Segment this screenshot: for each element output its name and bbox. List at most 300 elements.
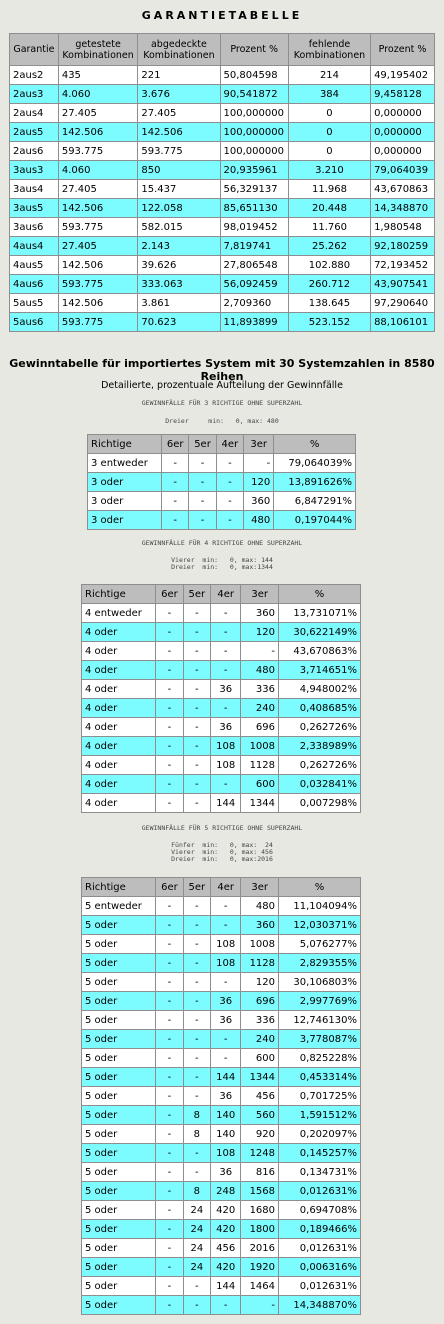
gewinn-cell: - <box>183 897 210 916</box>
gewinn-cell: 5 oder <box>82 1277 156 1296</box>
gewinn-cell: 5 oder <box>82 1144 156 1163</box>
gewinn-header-cell: % <box>279 878 361 897</box>
gewinn-cell: 43,670863% <box>279 642 361 661</box>
gewinn-header-cell: 5er <box>189 435 216 454</box>
garantie-header-cell: fehlende Kombinationen <box>288 34 370 66</box>
garantie-cell: 4aus4 <box>10 237 59 256</box>
gewinn-cell: 360 <box>244 492 274 511</box>
garantie-header-cell: abgedeckte Kombinationen <box>138 34 220 66</box>
garantie-row <box>10 256 435 275</box>
garantie-cell: 43,907541 <box>371 275 435 294</box>
gewinn-row <box>82 1125 361 1144</box>
gewinn-cell: - <box>156 1144 183 1163</box>
gewinn-cell: - <box>161 473 188 492</box>
gewinn-cell: 2,338989% <box>279 737 361 756</box>
garantie-cell: 98,019452 <box>220 218 288 237</box>
garantie-row <box>10 142 435 161</box>
gewinn-cell: 144 <box>211 794 241 813</box>
gewinn-cell: 36 <box>211 680 241 699</box>
gewinn-cell: 5 oder <box>82 1239 156 1258</box>
garantie-cell: 3.210 <box>288 161 370 180</box>
gewinn-cell: - <box>156 1258 183 1277</box>
garantie-cell: 850 <box>138 161 220 180</box>
gewinn-cell: - <box>156 756 183 775</box>
gewinn-cell: 5 oder <box>82 1068 156 1087</box>
gewinn-cell: - <box>183 916 210 935</box>
gewinn-cell: - <box>211 699 241 718</box>
gewinn-cell: 108 <box>211 935 241 954</box>
gewinn-cell: 248 <box>211 1182 241 1201</box>
gewinn-cell: 6,847291% <box>274 492 356 511</box>
garantie-cell: 138.645 <box>288 294 370 313</box>
gewinn-cell: 0,012631% <box>279 1239 361 1258</box>
gewinn-cell: 420 <box>211 1201 241 1220</box>
gewinn-cell: - <box>156 642 183 661</box>
garantie-cell: 593.775 <box>58 313 138 332</box>
gewinn-cell: 5 oder <box>82 916 156 935</box>
gewinn-row <box>82 737 361 756</box>
gewinn-cell: 0,262726% <box>279 756 361 775</box>
garantie-cell: 88,106101 <box>371 313 435 332</box>
garantie-table <box>9 33 435 332</box>
gewinn-title: Gewinntabelle für importiertes System mit 30 Systemzahlen in 8580 Reihen <box>9 357 435 383</box>
gewinn-header-cell: Richtige <box>82 878 156 897</box>
gewinn-cell: - <box>183 737 210 756</box>
gewinn-cell: 1800 <box>241 1220 279 1239</box>
gewinn-cell: 0,701725% <box>279 1087 361 1106</box>
gewinn-cell: 1248 <box>241 1144 279 1163</box>
garantie-cell: 142.506 <box>138 123 220 142</box>
gewinn-row <box>82 1144 361 1163</box>
gewinn-cell: 420 <box>211 1220 241 1239</box>
garantie-cell: 56,329137 <box>220 180 288 199</box>
garantie-row <box>10 180 435 199</box>
gewinn-cell: 36 <box>211 1087 241 1106</box>
garantie-cell: 0,000000 <box>371 104 435 123</box>
gewinn-row <box>82 1296 361 1315</box>
gewinn-cell: - <box>211 1030 241 1049</box>
gewinn-row <box>82 1201 361 1220</box>
garantie-cell: 20,935961 <box>220 161 288 180</box>
gewinn-cell: - <box>211 623 241 642</box>
garantie-row <box>10 218 435 237</box>
gewinn-cell: 4 oder <box>82 661 156 680</box>
gewinn-cell: 0,825228% <box>279 1049 361 1068</box>
gewinn-row <box>82 954 361 973</box>
gewinn-cell: 24 <box>183 1201 210 1220</box>
gewinn-cell: 12,030371% <box>279 916 361 935</box>
gewinn-cell: 5 oder <box>82 1182 156 1201</box>
gewinn-cell: 30,622149% <box>279 623 361 642</box>
gewinn-row <box>82 1220 361 1239</box>
gewinn-cell: - <box>183 1277 210 1296</box>
gewinn-cell: 108 <box>211 737 241 756</box>
gewinn-cell: - <box>216 511 243 530</box>
gewinn-row <box>82 718 361 737</box>
garantie-cell: 142.506 <box>58 294 138 313</box>
garantie-cell: 593.775 <box>58 218 138 237</box>
gewinn-cell: 4 oder <box>82 775 156 794</box>
gewinn-cell: - <box>156 699 183 718</box>
gewinn-cell: 696 <box>241 992 279 1011</box>
garantie-cell: 11,893899 <box>220 313 288 332</box>
gewinn-cell: 140 <box>211 1125 241 1144</box>
section-heading: GEWINNFÄLLE FÜR 4 RICHTIGE OHNE SUPERZAHL <box>141 539 303 547</box>
garantie-row <box>10 104 435 123</box>
garantie-row <box>10 161 435 180</box>
gewinn-cell: 5 oder <box>82 1220 156 1239</box>
gewinn-cell: 5 oder <box>82 1125 156 1144</box>
gewinn-cell: - <box>156 794 183 813</box>
garantie-row <box>10 66 435 85</box>
gewinn-cell: 360 <box>241 916 279 935</box>
gewinn-cell: - <box>183 1163 210 1182</box>
gewinn-cell: - <box>241 1296 279 1315</box>
gewinn-cell: - <box>244 454 274 473</box>
gewinn-cell: 2,997769% <box>279 992 361 1011</box>
gewinn-row <box>82 1049 361 1068</box>
gewinn-cell: 144 <box>211 1277 241 1296</box>
gewinn-cell: 4 oder <box>82 642 156 661</box>
gewinn-header-cell: % <box>274 435 356 454</box>
gewinn-cell: 8 <box>183 1182 210 1201</box>
gewinn-cell: - <box>183 954 210 973</box>
minmax-line: Fünfer min: 0, max: 24 <box>171 841 273 849</box>
gewinn-cell: - <box>156 661 183 680</box>
gewinn-cell: 14,348870% <box>279 1296 361 1315</box>
garantie-cell: 2.143 <box>138 237 220 256</box>
garantie-cell: 15.437 <box>138 180 220 199</box>
gewinn-cell: 360 <box>241 604 279 623</box>
gewinn-cell: 108 <box>211 756 241 775</box>
gewinn-cell: 336 <box>241 680 279 699</box>
gewinn-cell: 600 <box>241 775 279 794</box>
gewinn-cell: 4 oder <box>82 623 156 642</box>
gewinn-cell: 11,104094% <box>279 897 361 916</box>
gewinn-cell: 456 <box>241 1087 279 1106</box>
gewinn-cell: 696 <box>241 718 279 737</box>
gewinn-cell: 0,007298% <box>279 794 361 813</box>
minmax-line: Dreier min: 0, max:2016 <box>171 855 273 863</box>
gewinn-cell: - <box>211 1049 241 1068</box>
gewinn-row <box>82 623 361 642</box>
gewinn-cell: - <box>183 1030 210 1049</box>
garantie-cell: 2aus4 <box>10 104 59 123</box>
gewinn-header-cell: 3er <box>241 585 279 604</box>
gewinn-cell: 4 oder <box>82 699 156 718</box>
garantie-cell: 11.968 <box>288 180 370 199</box>
garantie-cell: 142.506 <box>58 123 138 142</box>
gewinn-cell: 480 <box>241 897 279 916</box>
gewinn-cell: - <box>156 992 183 1011</box>
gewinn-row <box>82 1106 361 1125</box>
garantie-cell: 20.448 <box>288 199 370 218</box>
gewinn-cell: 0,006316% <box>279 1258 361 1277</box>
gewinn-cell: - <box>211 916 241 935</box>
garantie-cell: 0 <box>288 142 370 161</box>
garantie-cell: 260.712 <box>288 275 370 294</box>
gewinn-cell: 2,829355% <box>279 954 361 973</box>
garantie-cell: 43,670863 <box>371 180 435 199</box>
gewinn-row <box>82 661 361 680</box>
gewinn-cell: 3,714651% <box>279 661 361 680</box>
gewinn-cell: 144 <box>211 1068 241 1087</box>
minmax-line: Vierer min: 0, max: 456 <box>171 848 273 856</box>
gewinn-cell: 3,778087% <box>279 1030 361 1049</box>
gewinn-table-5 <box>81 877 361 1315</box>
gewinn-cell: 36 <box>211 1011 241 1030</box>
gewinn-cell: - <box>183 661 210 680</box>
gewinn-cell: - <box>156 935 183 954</box>
gewinn-row <box>82 642 361 661</box>
gewinn-cell: 2016 <box>241 1239 279 1258</box>
gewinn-cell: 3 oder <box>88 511 162 530</box>
gewinn-cell: - <box>183 604 210 623</box>
gewinn-cell: 24 <box>183 1258 210 1277</box>
gewinn-cell: 24 <box>183 1220 210 1239</box>
gewinn-cell: 5 oder <box>82 1049 156 1068</box>
gewinn-cell: 5 oder <box>82 992 156 1011</box>
gewinn-cell: 0,408685% <box>279 699 361 718</box>
page-title: GARANTIETABELLE <box>141 9 303 22</box>
gewinn-cell: - <box>216 492 243 511</box>
garantie-cell: 593.775 <box>58 275 138 294</box>
garantie-header-row <box>10 34 435 66</box>
gewinn-cell: 5 oder <box>82 1030 156 1049</box>
garantie-cell: 4aus6 <box>10 275 59 294</box>
garantie-row <box>10 237 435 256</box>
gewinn-cell: - <box>183 794 210 813</box>
garantie-cell: 102.880 <box>288 256 370 275</box>
section-heading: GEWINNFÄLLE FÜR 5 RICHTIGE OHNE SUPERZAHL <box>141 824 303 832</box>
gewinn-table-3 <box>87 434 356 530</box>
garantie-header-cell: Garantie <box>10 34 59 66</box>
garantie-cell: 85,651130 <box>220 199 288 218</box>
gewinn-row <box>82 935 361 954</box>
gewinn-cell: - <box>216 454 243 473</box>
garantie-cell: 27.405 <box>58 104 138 123</box>
gewinn-cell: 0,032841% <box>279 775 361 794</box>
gewinn-cell: 1128 <box>241 954 279 973</box>
gewinn-cell: 0,189466% <box>279 1220 361 1239</box>
garantie-cell: 2aus2 <box>10 66 59 85</box>
gewinn-row <box>82 1011 361 1030</box>
gewinn-row <box>82 1182 361 1201</box>
gewinn-cell: - <box>211 775 241 794</box>
gewinn-cell: - <box>156 1296 183 1315</box>
gewinn-row <box>82 897 361 916</box>
gewinn-cell: 0,197044% <box>274 511 356 530</box>
gewinn-cell: 3 oder <box>88 492 162 511</box>
gewinn-cell: 120 <box>241 973 279 992</box>
gewinn-cell: 3 oder <box>88 473 162 492</box>
gewinn-cell: - <box>156 737 183 756</box>
gewinn-cell: 0,012631% <box>279 1182 361 1201</box>
garantie-cell: 593.775 <box>138 142 220 161</box>
gewinn-cell: - <box>189 454 216 473</box>
gewinn-cell: 4 oder <box>82 794 156 813</box>
gewinn-row <box>82 992 361 1011</box>
garantie-cell: 142.506 <box>58 256 138 275</box>
gewinn-header-cell: 6er <box>156 585 183 604</box>
minmax-line: Dreier min: 0, max:1344 <box>171 563 273 571</box>
gewinn-cell: - <box>183 935 210 954</box>
gewinn-row <box>88 511 356 530</box>
gewinn-cell: 5 oder <box>82 1163 156 1182</box>
garantie-cell: 214 <box>288 66 370 85</box>
garantie-cell: 72,193452 <box>371 256 435 275</box>
gewinn-cell: 5 oder <box>82 1011 156 1030</box>
gewinn-row <box>88 473 356 492</box>
garantie-cell: 0 <box>288 123 370 142</box>
gewinn-cell: 1008 <box>241 935 279 954</box>
gewinn-cell: 240 <box>241 699 279 718</box>
gewinn-cell: 0,453314% <box>279 1068 361 1087</box>
garantie-cell: 2aus5 <box>10 123 59 142</box>
gewinn-row <box>82 680 361 699</box>
garantie-cell: 27.405 <box>58 237 138 256</box>
garantie-cell: 56,092459 <box>220 275 288 294</box>
gewinn-cell: - <box>156 1068 183 1087</box>
garantie-cell: 49,195402 <box>371 66 435 85</box>
garantie-cell: 97,290640 <box>371 294 435 313</box>
section-heading: GEWINNFÄLLE FÜR 3 RICHTIGE OHNE SUPERZAHL <box>141 399 303 407</box>
garantie-cell: 142.506 <box>58 199 138 218</box>
garantie-cell: 7,819741 <box>220 237 288 256</box>
gewinn-cell: - <box>183 1087 210 1106</box>
gewinn-cell: 120 <box>241 623 279 642</box>
gewinn-cell: - <box>156 1049 183 1068</box>
gewinn-cell: 240 <box>241 1030 279 1049</box>
garantie-row <box>10 85 435 104</box>
garantie-cell: 9,458128 <box>371 85 435 104</box>
gewinn-row <box>88 454 356 473</box>
gewinn-cell: 30,106803% <box>279 973 361 992</box>
gewinn-cell: 5 oder <box>82 1106 156 1125</box>
gewinn-cell: - <box>183 1068 210 1087</box>
gewinn-cell: 4 oder <box>82 680 156 699</box>
garantie-cell: 100,000000 <box>220 123 288 142</box>
gewinn-cell: 5 oder <box>82 1296 156 1315</box>
garantie-cell: 0,000000 <box>371 123 435 142</box>
gewinn-cell: - <box>156 604 183 623</box>
gewinn-cell: - <box>216 473 243 492</box>
gewinn-cell: - <box>183 992 210 1011</box>
gewinn-cell: 420 <box>211 1258 241 1277</box>
gewinn-row <box>82 1277 361 1296</box>
gewinn-cell: - <box>183 1011 210 1030</box>
garantie-cell: 3aus4 <box>10 180 59 199</box>
garantie-row <box>10 123 435 142</box>
garantie-cell: 0 <box>288 104 370 123</box>
gewinn-cell: 1344 <box>241 794 279 813</box>
gewinn-cell: - <box>183 1296 210 1315</box>
gewinn-row <box>82 1030 361 1049</box>
gewinn-cell: - <box>241 642 279 661</box>
gewinn-header-cell: Richtige <box>82 585 156 604</box>
gewinn-row <box>82 916 361 935</box>
gewinn-cell: - <box>156 1220 183 1239</box>
gewinn-header-cell: 4er <box>211 878 241 897</box>
gewinn-header-cell: 6er <box>156 878 183 897</box>
gewinn-cell: 8 <box>183 1125 210 1144</box>
gewinn-cell: - <box>156 623 183 642</box>
gewinn-header-cell: 5er <box>183 878 210 897</box>
garantie-cell: 3aus5 <box>10 199 59 218</box>
gewinn-cell: 920 <box>241 1125 279 1144</box>
gewinn-cell: 79,064039% <box>274 454 356 473</box>
gewinn-cell: 108 <box>211 1144 241 1163</box>
gewinn-cell: - <box>183 680 210 699</box>
garantie-header-cell: Prozent % <box>220 34 288 66</box>
gewinn-cell: - <box>183 973 210 992</box>
gewinn-subtitle: Detailierte, prozentuale Aufteilung der Gewinnfälle <box>101 380 343 391</box>
gewinn-header-row <box>82 585 361 604</box>
garantie-cell: 4.060 <box>58 161 138 180</box>
garantie-cell: 92,180259 <box>371 237 435 256</box>
garantie-cell: 0,000000 <box>371 142 435 161</box>
gewinn-cell: - <box>183 642 210 661</box>
gewinn-header-cell: 3er <box>244 435 274 454</box>
garantie-cell: 523.152 <box>288 313 370 332</box>
gewinn-cell: 4 oder <box>82 756 156 775</box>
gewinn-row <box>82 1163 361 1182</box>
gewinn-cell: - <box>156 897 183 916</box>
gewinn-row <box>88 492 356 511</box>
gewinn-cell: - <box>189 511 216 530</box>
garantie-header-cell: Prozent % <box>371 34 435 66</box>
gewinn-cell: 5 oder <box>82 1087 156 1106</box>
garantie-cell: 2,709360 <box>220 294 288 313</box>
gewinn-cell: 5 oder <box>82 1201 156 1220</box>
garantie-cell: 2aus6 <box>10 142 59 161</box>
garantie-cell: 3aus6 <box>10 218 59 237</box>
gewinn-cell: - <box>156 1087 183 1106</box>
garantie-row <box>10 294 435 313</box>
gewinn-cell: - <box>156 775 183 794</box>
gewinn-cell: 4 entweder <box>82 604 156 623</box>
gewinn-cell: 0,134731% <box>279 1163 361 1182</box>
garantie-cell: 70.623 <box>138 313 220 332</box>
gewinn-header-cell: 3er <box>241 878 279 897</box>
gewinn-cell: 456 <box>211 1239 241 1258</box>
gewinn-row <box>82 699 361 718</box>
gewinn-cell: - <box>161 454 188 473</box>
gewinn-row <box>82 756 361 775</box>
garantie-cell: 100,000000 <box>220 104 288 123</box>
gewinn-cell: 1008 <box>241 737 279 756</box>
gewinn-cell: 3 entweder <box>88 454 162 473</box>
gewinn-cell: 0,202097% <box>279 1125 361 1144</box>
garantie-cell: 384 <box>288 85 370 104</box>
garantie-cell: 25.262 <box>288 237 370 256</box>
gewinn-cell: - <box>156 718 183 737</box>
gewinn-cell: 5 oder <box>82 1258 156 1277</box>
garantie-cell: 14,348870 <box>371 199 435 218</box>
garantie-cell: 100,000000 <box>220 142 288 161</box>
gewinn-cell: 5 oder <box>82 973 156 992</box>
garantie-cell: 11.760 <box>288 218 370 237</box>
garantie-cell: 50,804598 <box>220 66 288 85</box>
gewinn-cell: - <box>156 916 183 935</box>
gewinn-header-cell: 4er <box>211 585 241 604</box>
gewinn-cell: - <box>211 897 241 916</box>
gewinn-cell: 560 <box>241 1106 279 1125</box>
gewinn-cell: 0,694708% <box>279 1201 361 1220</box>
gewinn-cell: - <box>156 1030 183 1049</box>
gewinn-cell: - <box>156 1182 183 1201</box>
gewinn-cell: - <box>183 775 210 794</box>
